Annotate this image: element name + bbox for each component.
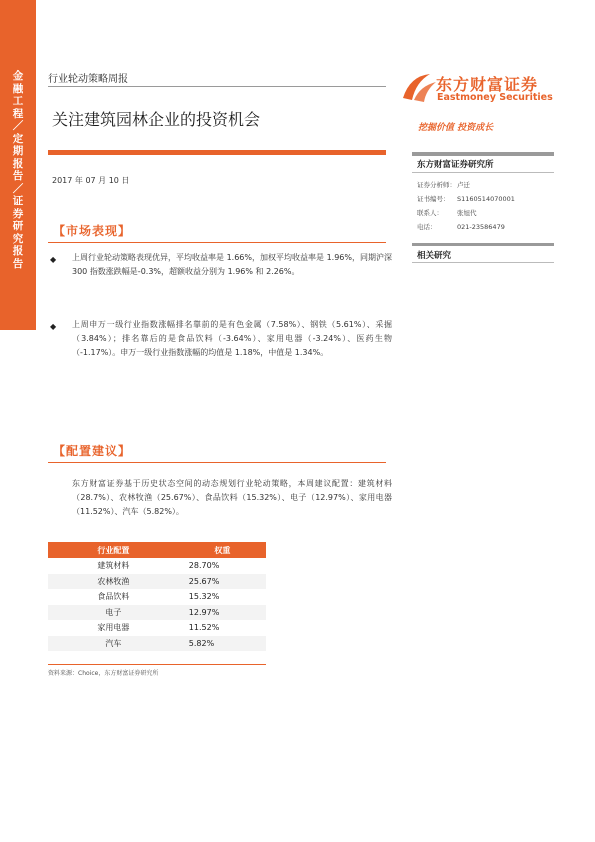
allocation-heading-rule bbox=[48, 462, 386, 463]
allocation-section-heading bbox=[48, 442, 386, 464]
weight-cell: 5.82% bbox=[179, 636, 266, 652]
brand-name-en: Eastmoney Securities bbox=[437, 92, 553, 103]
industry-cell: 食品饮料 bbox=[97, 592, 130, 602]
diamond-bullet-icon: ◆ bbox=[50, 255, 57, 264]
weight-cell: 12.97% bbox=[179, 605, 266, 621]
table-row bbox=[48, 605, 266, 621]
analyst-label: 证券分析师： bbox=[417, 181, 456, 189]
table-header-industry: 行业配置 bbox=[48, 542, 179, 558]
industry-cell: 建筑材料 bbox=[97, 561, 130, 571]
related-research-title: 相关研究 bbox=[417, 251, 452, 261]
certificate-value: S1160514070001 bbox=[457, 195, 515, 203]
header-rule bbox=[48, 86, 386, 87]
side-label: 金融工程／定期报告／证券研究报告 bbox=[12, 70, 24, 270]
table-header-row bbox=[48, 542, 266, 558]
table-header-weight: 权重 bbox=[179, 542, 266, 558]
certificate-row bbox=[417, 194, 515, 203]
market-heading-rule bbox=[48, 242, 386, 243]
contact-row bbox=[417, 208, 477, 217]
phone-value: 021-23586479 bbox=[457, 223, 505, 231]
page-title: 关注建筑园林企业的投资机会 bbox=[52, 110, 261, 129]
certificate-label: 证书编号： bbox=[417, 195, 450, 203]
contact-value: 张旭代 bbox=[457, 209, 477, 217]
market-paragraph-1: 上周行业轮动策略表现优异，平均收益率是 1.66%，加权平均收益率是 1.96%，同期沪深 300 指数涨跌幅是-0.3%，超额收益分别为 1.96% 和 2.26%。 bbox=[72, 253, 392, 276]
table-row bbox=[48, 574, 266, 590]
table-row bbox=[48, 620, 266, 636]
report-type: 行业轮动策略周报 bbox=[48, 74, 128, 85]
weight-cell: 28.70% bbox=[188, 561, 220, 571]
institute-name: 东方财富证券研究所 bbox=[417, 160, 494, 170]
related-bar bbox=[412, 243, 554, 246]
analyst-row bbox=[417, 180, 470, 189]
related-rule bbox=[412, 262, 554, 263]
table-row bbox=[48, 558, 266, 574]
allocation-heading-text: 【配置建议】 bbox=[53, 444, 132, 458]
weight-cell: 11.52% bbox=[188, 623, 220, 633]
diamond-bullet-icon: ◆ bbox=[50, 322, 57, 331]
brand-logo bbox=[400, 70, 553, 110]
brand-name-cn: 东方财富证券 bbox=[436, 75, 539, 94]
table-row bbox=[48, 589, 266, 605]
weight-cell: 25.67% bbox=[179, 574, 266, 590]
phone-label: 电话： bbox=[417, 223, 437, 231]
allocation-intro: 东方财富证券基于历史状态空间的动态规划行业轮动策略，本周建议配置：建筑材料（28.7%）、农林牧渔（25.67%）、食品饮料（15.32%）、电子（12.97%）、家用电器（11.52%）、汽车（5.82%）。 bbox=[72, 479, 392, 516]
logo-mark-icon bbox=[400, 70, 438, 104]
market-heading-text: 【市场表现】 bbox=[53, 224, 132, 238]
industry-cell: 农林牧渔 bbox=[48, 574, 179, 590]
institute-rule bbox=[412, 172, 554, 173]
table-bottom-rule bbox=[48, 664, 266, 665]
weight-cell: 15.32% bbox=[188, 592, 220, 602]
table-row bbox=[48, 636, 266, 652]
data-source-note: 资料来源：Choice，东方财富证券研究所 bbox=[48, 670, 159, 677]
brand-slogan: 挖掘价值 投资成长 bbox=[418, 123, 494, 133]
phone-row bbox=[417, 222, 505, 231]
industry-cell: 家用电器 bbox=[97, 623, 130, 633]
industry-cell: 电子 bbox=[48, 605, 179, 621]
market-section-heading bbox=[48, 222, 386, 244]
analyst-value: 卢迁 bbox=[457, 181, 470, 189]
industry-cell: 汽车 bbox=[48, 636, 179, 652]
allocation-table bbox=[48, 542, 266, 651]
title-rule bbox=[48, 150, 386, 155]
report-date: 2017 年 07 月 10 日 bbox=[52, 176, 130, 185]
market-paragraph-2: 上周申万一级行业指数涨幅排名靠前的是有色金属（7.58%）、钢铁（5.61%）、采掘（3.84%）；排名靠后的是食品饮料（-3.64%）、家用电器（-3.24%）、医药生物（-1.17%）。申万一级行业指数涨幅的均值是 1.18%，中值是 1.34%。 bbox=[72, 320, 392, 357]
contact-label: 联系人： bbox=[417, 209, 443, 217]
institute-bar bbox=[412, 152, 554, 156]
